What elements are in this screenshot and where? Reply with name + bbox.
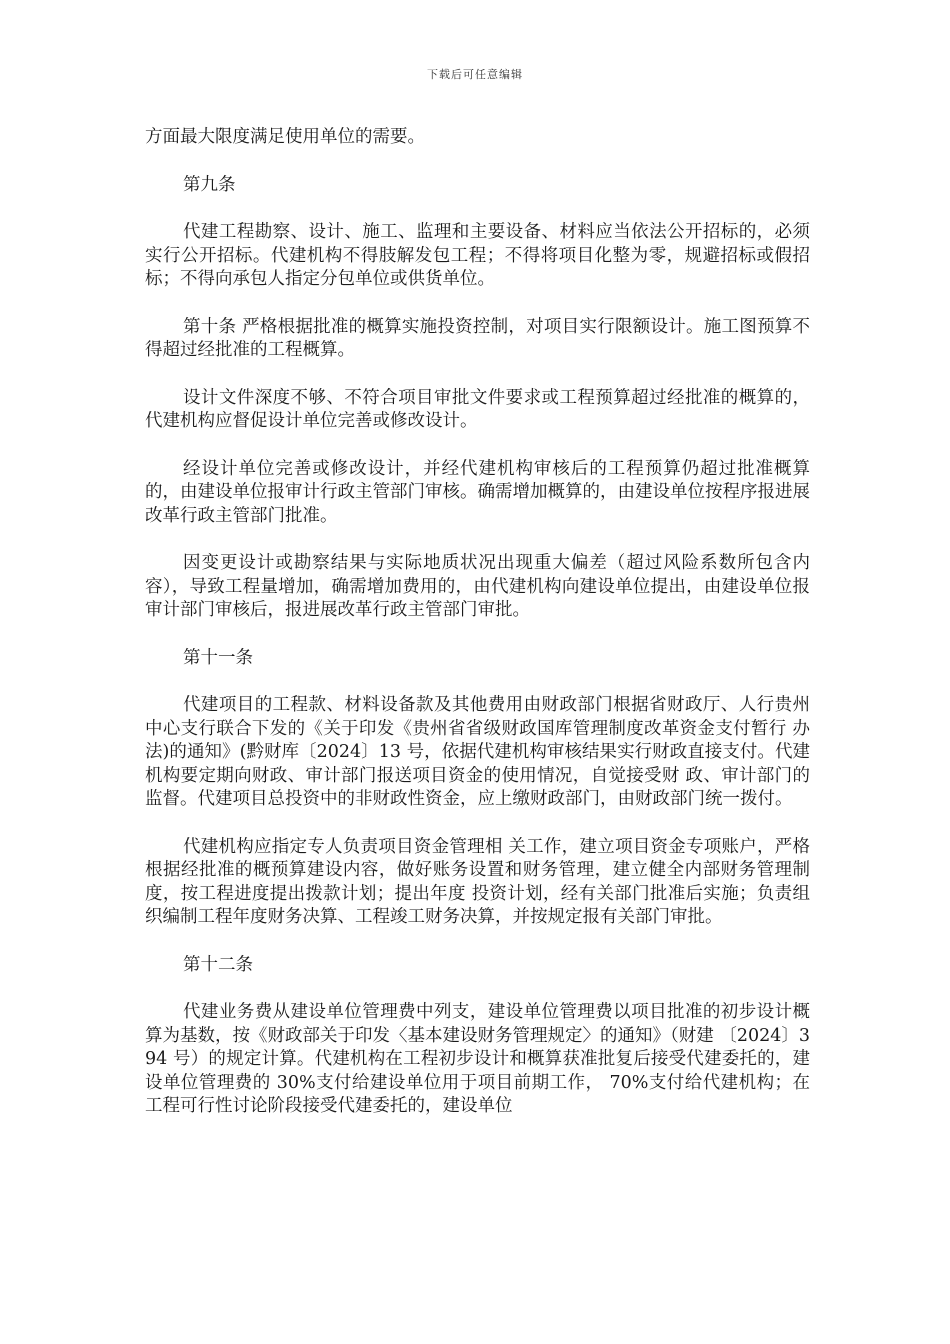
article-11-paragraph-2: 代建机构应指定专人负责项目资金管理相 关工作，建立项目资金专项账户，严格根据经批准的概预算建设内容，做好账务设置和财务管理，建立健全内部财务管理制度，按工程进度提出拨款计划；提出年度 投资计划，经有关部门批准后实施；负责组织编制工程年度财务决算、工程竣工财务决算，并按规定报有关部门审批。 xyxy=(145,836,810,927)
article-12-body: 代建业务费从建设单位管理费中列支，建设单位管理费以项目批准的初步设计概算为基数，按《财政部关于印发〈基本建设财务管理规定〉的通知》（财建 〔2024〕394 号）的规定计算。代建机构在工程初步设计和概算获准批复后接受代建委托的，建设单位管理费的 30%支付给建设单位用于项目前期工作， 70%支付给代建机构；在工程可行性讨论阶段接受代建委托的，建设单位 xyxy=(145,1002,810,1116)
article-11-body: 代建项目的工程款、材料设备款及其他费用由财政部门根据省财政厅、人行贵州中心支行联合下发的《关于印发《贵州省省级财政国库管理制度改革资金支付暂行 办法)的通知》(黔财库〔2024〕13 号，依据代建机构审核结果实行财政直接支付。代建机构要定期向财政、审计部门报送项目资金的使用情况，自觉接受财 政、审计部门的监督。代建项目总投资中的非财政性资金，应上缴财政部门，由财政部门统一拨付。 xyxy=(145,695,810,809)
article-10-body: 第十条 严格根据批准的概算实施投资控制，对项目实行限额设计。施工图预算不得超过经批准的工程概算。 xyxy=(145,316,810,360)
article-10-paragraph-2: 设计文件深度不够、不符合项目审批文件要求或工程预算超过经批准的概算的，代建机构应督促设计单位完善或修改设计。 xyxy=(145,387,810,431)
paragraph-continuation: 方面最大限度满足使用单位的需要。 xyxy=(145,127,425,147)
article-9-heading: 第九条 xyxy=(183,174,236,195)
page-header: 下载后可任意编辑 xyxy=(427,68,523,81)
document-body xyxy=(145,126,810,1143)
article-10-paragraph-4: 因变更设计或勘察结果与实际地质状况出现重大偏差（超过风险系数所包含内容），导致工程量增加，确需增加费用的，由代建机构向建设单位提出，由建设单位报审计部门审核后，报进展改革行政主管部门审批。 xyxy=(145,553,810,620)
article-11-heading: 第十一条 xyxy=(183,647,253,668)
article-10-paragraph-3: 经设计单位完善或修改设计，并经代建机构审核后的工程预算仍超过批准概算的，由建设单位报审计行政主管部门审核。确需增加概算的，由建设单位按程序报进展改革行政主管部门批准。 xyxy=(145,458,810,526)
article-12-heading: 第十二条 xyxy=(183,954,253,975)
article-9-body: 代建工程勘察、设计、施工、监理和主要设备、材料应当依法公开招标的，必须实行公开招标。代建机构不得肢解发包工程；不得将项目化整为零，规避招标或假招标；不得向承包人指定分包单位或供货单位。 xyxy=(145,222,810,289)
